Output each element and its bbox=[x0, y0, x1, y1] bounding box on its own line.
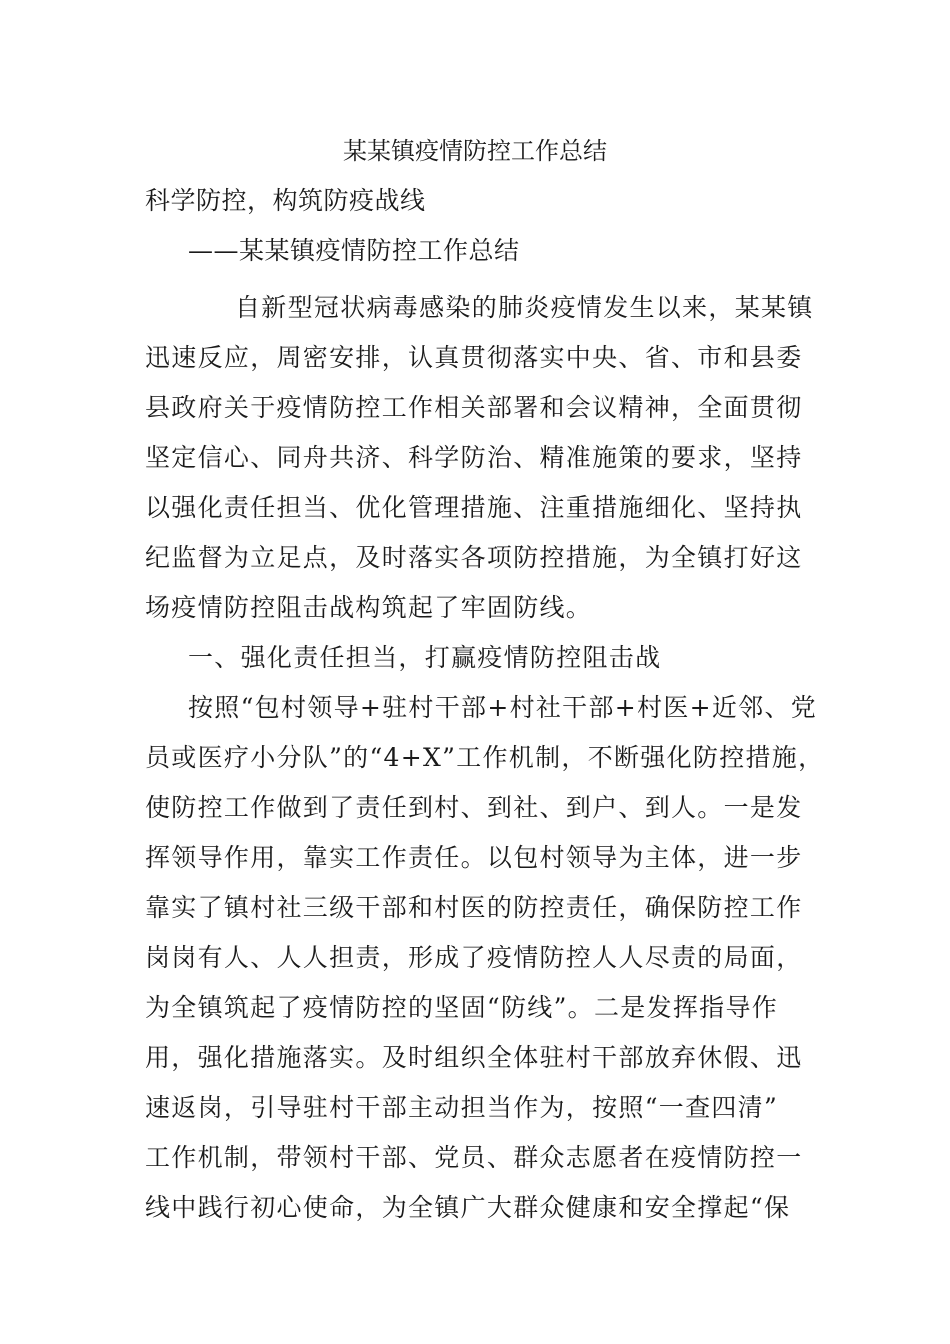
paragraph-line: 为全镇筑起了疫情防控的坚固“防线”。二是发挥指导作 bbox=[145, 993, 779, 1022]
paragraph-line: 速返岗，引导驻村干部主动担当作为，按照“一查四清” bbox=[145, 1093, 779, 1122]
paragraph-line: 使防控工作做到了责任到村、到社、到户、到人。一是发 bbox=[145, 793, 803, 822]
document-subtitle: 科学防控，构筑防疫战线 bbox=[145, 186, 426, 215]
paragraph-line: 工作机制，带领村干部、党员、群众志愿者在疫情防控一 bbox=[145, 1143, 803, 1172]
paragraph-line: 自新型冠状病毒感染的肺炎疫情发生以来，某某镇 bbox=[235, 293, 814, 322]
paragraph-line: 迅速反应，周密安排，认真贯彻落实中央、省、市和县委 bbox=[145, 343, 803, 372]
paragraph-line: 用，强化措施落实。及时组织全体驻村干部放弃休假、迅 bbox=[145, 1043, 803, 1072]
paragraph-line: 挥领导作用，靠实工作责任。以包村领导为主体，进一步 bbox=[145, 843, 803, 872]
paragraph-line: 员或医疗小分队”的“4+X”工作机制，不断强化防控措施， bbox=[145, 743, 825, 772]
paragraph-line: 县政府关于疫情防控工作相关部署和会议精神，全面贯彻 bbox=[145, 393, 803, 422]
paragraph-line: 纪监督为立足点，及时落实各项防控措施，为全镇打好这 bbox=[145, 543, 803, 572]
section-heading: 一、强化责任担当，打赢疫情防控阻击战 bbox=[188, 643, 662, 672]
document-byline: ——某某镇疫情防控工作总结 bbox=[188, 236, 520, 265]
paragraph-line: 按照“包村领导+驻村干部+村社干部+村医+近邻、党 bbox=[188, 693, 818, 722]
document-body bbox=[145, 283, 825, 1233]
paragraph-line: 坚定信心、同舟共济、科学防治、精准施策的要求，坚持 bbox=[145, 443, 803, 472]
paragraph-line: 岗岗有人、人人担责，形成了疫情防控人人尽责的局面， bbox=[145, 943, 803, 972]
paragraph-line: 以强化责任担当、优化管理措施、注重措施细化、坚持执 bbox=[145, 493, 803, 522]
document-title: 某某镇疫情防控工作总结 bbox=[343, 137, 607, 165]
paragraph-line: 场疫情防控阻击战构筑起了牢固防线。 bbox=[145, 593, 593, 622]
paragraph-line: 靠实了镇村社三级干部和村医的防控责任，确保防控工作 bbox=[145, 893, 803, 922]
paragraph-line: 线中践行初心使命，为全镇广大群众健康和安全撑起“保 bbox=[145, 1193, 791, 1222]
